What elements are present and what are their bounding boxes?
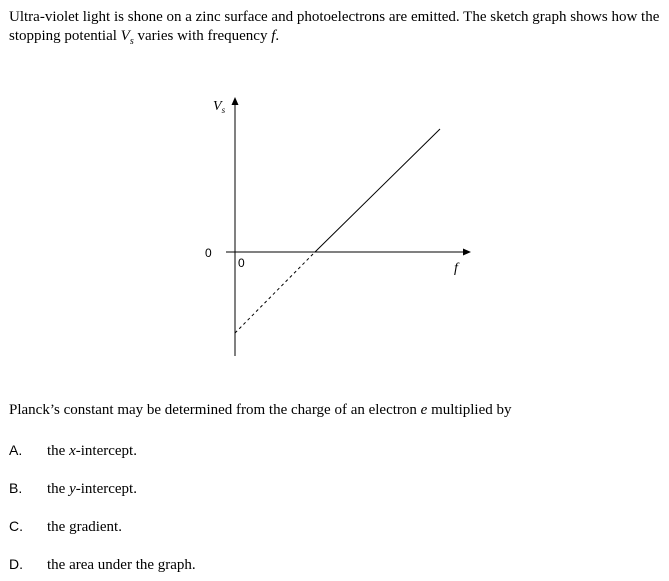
graph-line-solid xyxy=(315,129,440,252)
option-letter: B. xyxy=(9,480,23,496)
y-axis-label: $V_s$ xyxy=(213,99,226,115)
option-letter: D. xyxy=(9,556,23,572)
option-c[interactable] xyxy=(9,518,122,536)
x-axis-arrow xyxy=(463,249,471,256)
option-text: the y-intercept. xyxy=(47,481,137,497)
option-b[interactable] xyxy=(9,480,137,498)
stem-var-sub: s xyxy=(129,36,134,47)
graph-line-dashed xyxy=(235,252,315,333)
origin-label: 0 xyxy=(238,256,245,270)
option-text: the gradient. xyxy=(47,519,122,535)
option-a[interactable] xyxy=(9,442,137,460)
stem-text-1: Ultra-violet light is shone on a zinc surface and photoelectrons are emitted. The sketch graph shows how the stopping potential xyxy=(9,9,660,44)
option-d[interactable] xyxy=(9,556,196,574)
stem-end: . xyxy=(275,28,280,44)
option-letter: C. xyxy=(9,518,23,534)
prompt-var-e: e xyxy=(420,402,428,418)
prompt-text-2: multiplied by xyxy=(427,402,512,418)
stem-text-2: varies with frequency xyxy=(133,28,272,44)
option-text: the x-intercept. xyxy=(47,443,137,459)
stem-var-f: f xyxy=(271,28,276,44)
x-axis-label: f xyxy=(454,261,458,276)
y-axis-arrow xyxy=(232,97,239,105)
question-prompt xyxy=(9,402,512,419)
option-text: the area under the graph. xyxy=(47,557,196,573)
y-zero-label: 0 xyxy=(205,246,212,260)
stem-var-v: V xyxy=(120,28,130,44)
prompt-text-1: Planck’s constant may be determined from the charge of an electron xyxy=(9,402,421,418)
option-letter: A. xyxy=(9,442,23,458)
